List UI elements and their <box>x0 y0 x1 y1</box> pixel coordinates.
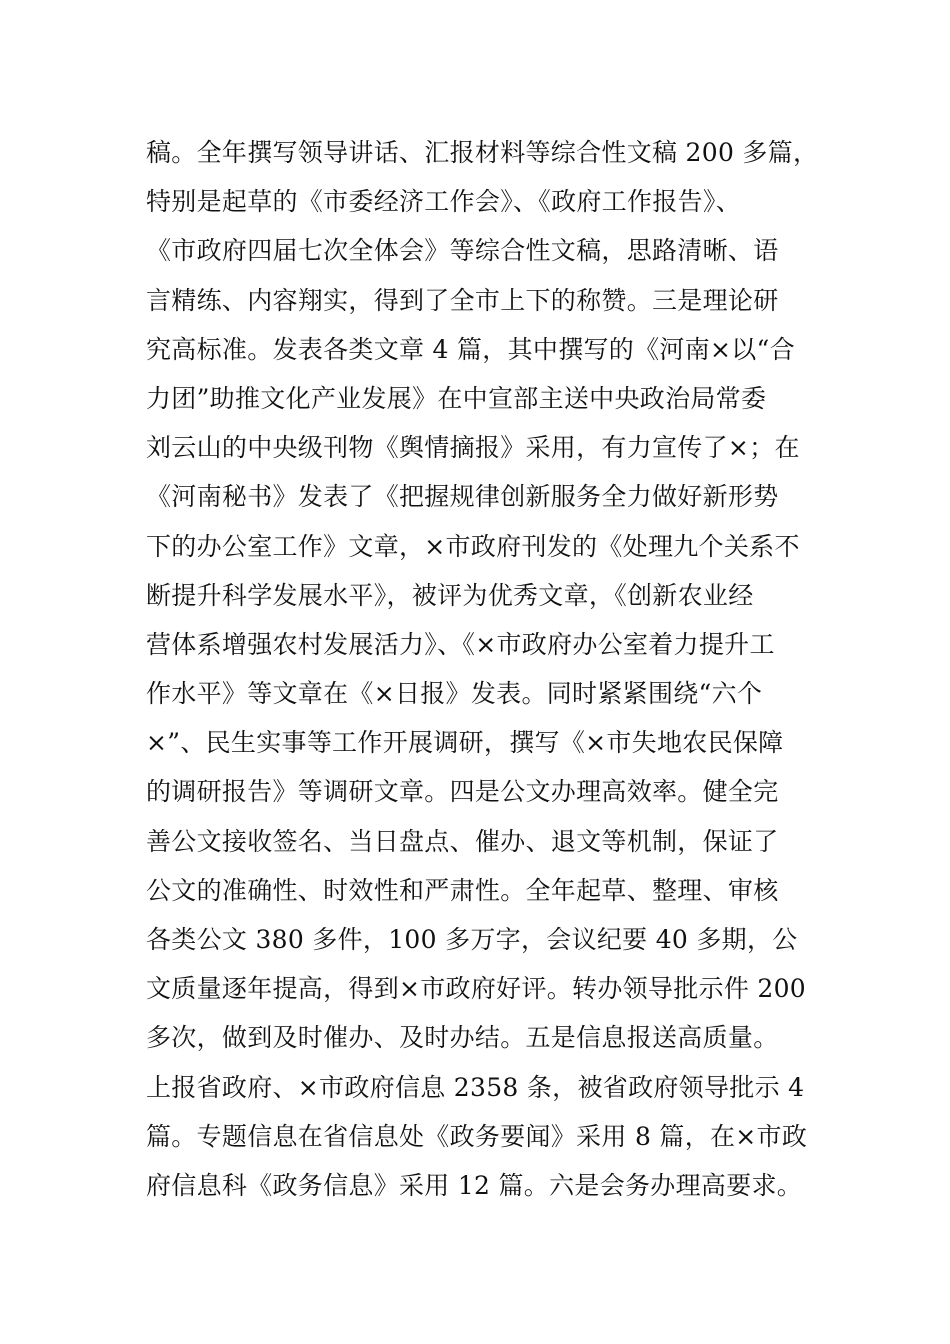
text-line: 各类公文 380 多件，100 多万字，会议纪要 40 多期，公 <box>146 925 798 954</box>
text-line: 作水平》等文章在《×日报》发表。同时紧紧围绕“六个 <box>146 679 763 709</box>
text-line: 公文的准确性、时效性和严肃性。全年起草、整理、审核 <box>146 875 779 905</box>
text-line: 府信息科《政务信息》采用 12 篇。六是会务办理高要求。 <box>146 1170 803 1200</box>
text-line: 刘云山的中央级刊物《舆情摘报》采用，有力宣传了×；在 <box>146 433 800 463</box>
text-line: 营体系增强农村发展活力》、《×市政府办公室着力提升工 <box>146 629 775 659</box>
text-line: 篇。专题信息在省信息处《政务要闻》采用 8 篇，在×市政 <box>146 1121 808 1151</box>
text-line: 的调研报告》等调研文章。四是公文办理高效率。健全完 <box>146 777 779 807</box>
text-line: 言精练、内容翔实，得到了全市上下的称赞。三是理论研 <box>146 285 779 315</box>
text-line: 特别是起草的《市委经济工作会》、《政府工作报告》、 <box>146 187 742 217</box>
text-line: 断提升科学发展水平》，被评为优秀文章，《创新农业经 <box>146 580 754 610</box>
body-paragraph <box>146 128 819 1210</box>
text-line: 稿。全年撰写领导讲话、汇报材料等综合性文稿 200 多篇， <box>146 138 819 167</box>
text-line: 善公文接收签名、当日盘点、催办、退文等机制，保证了 <box>146 826 779 856</box>
text-line: 文质量逐年提高，得到×市政府好评。转办领导批示件 200 <box>146 974 807 1004</box>
text-line: 《市政府四届七次全体会》等综合性文稿，思路清晰、语 <box>146 236 779 266</box>
text-line: ×”、民生实事等工作开展调研，撰写《×市失地农民保障 <box>146 728 784 758</box>
text-line: 《河南秘书》发表了《把握规律创新服务全力做好新形势 <box>146 482 779 512</box>
text-line: 上报省政府、×市政府信息 2358 条，被省政府领导批示 4 <box>146 1072 805 1102</box>
text-line: 究高标准。发表各类文章 4 篇，其中撰写的《河南×以“合 <box>146 334 795 364</box>
text-line: 多次，做到及时催办、及时办结。五是信息报送高质量。 <box>146 1023 779 1053</box>
text-line: 力团”助推文化产业发展》在中宣部主送中央政治局常委 <box>146 383 767 413</box>
text-line: 下的办公室工作》文章，×市政府刊发的《处理九个关系不 <box>146 531 800 561</box>
